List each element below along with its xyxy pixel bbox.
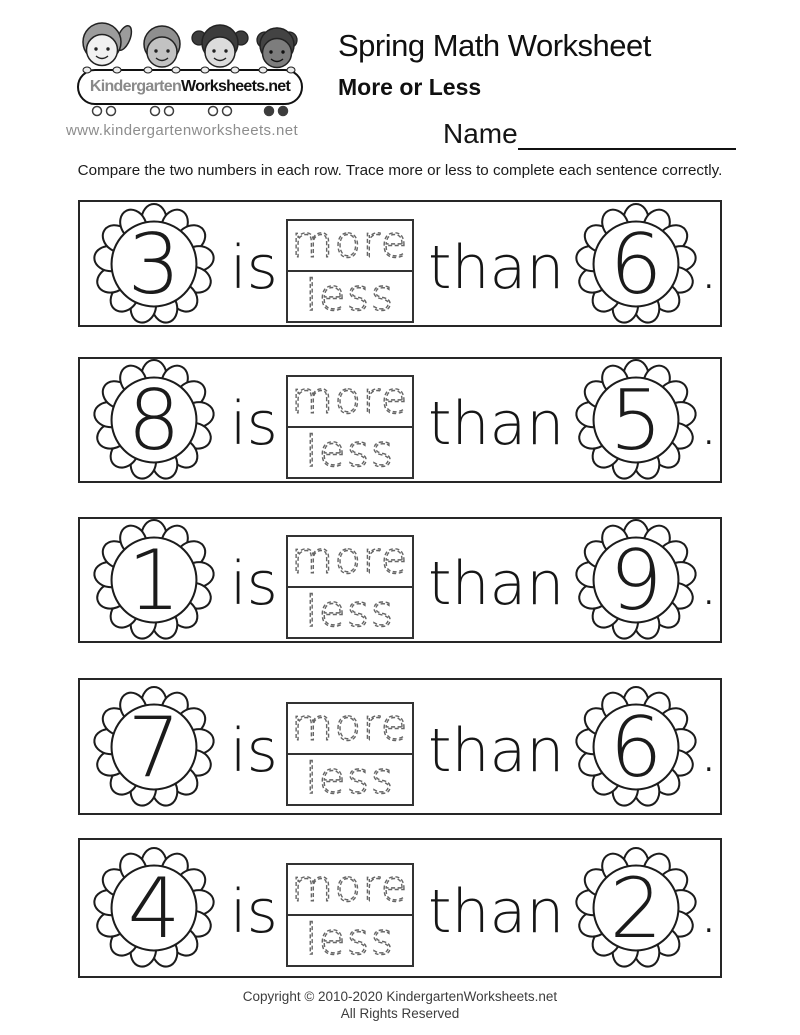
right-number: 9 — [609, 532, 663, 630]
worksheet-row — [78, 838, 722, 978]
word-is: is — [230, 877, 278, 947]
left-number: 4 — [127, 860, 181, 958]
left-number: 7 — [127, 698, 181, 796]
word-is: is — [230, 715, 278, 786]
left-number: 3 — [127, 215, 181, 313]
page-subtitle: More or Less — [338, 74, 482, 100]
sentence-period: . — [699, 715, 719, 786]
worksheet-row — [78, 357, 722, 483]
word-is: is — [230, 232, 278, 303]
trace-box — [286, 535, 414, 639]
trace-word-more: more — [291, 377, 409, 424]
logo-text-worksheets: Worksheets.net — [181, 78, 291, 95]
trace-word-less: less — [305, 754, 395, 804]
flower-right-icon — [576, 687, 696, 807]
site-url: www.kindergartenworksheets.net — [65, 122, 299, 139]
word-is: is — [230, 549, 278, 619]
trace-option-less[interactable] — [288, 586, 412, 637]
word-than: than — [427, 877, 565, 947]
sentence-period: . — [699, 549, 719, 619]
flower-right-icon — [576, 848, 696, 968]
flower-left-icon — [94, 360, 214, 480]
trace-box — [286, 219, 414, 323]
sentence-period: . — [699, 232, 719, 303]
right-number: 2 — [609, 860, 663, 958]
flower-left-icon — [94, 520, 214, 640]
trace-word-less: less — [305, 588, 395, 637]
left-number: 8 — [127, 372, 181, 470]
flower-right-icon — [576, 520, 696, 640]
kids-feet-icon — [77, 104, 303, 120]
name-row — [443, 118, 736, 150]
trace-option-more[interactable] — [288, 704, 412, 753]
page-title: Spring Math Worksheet — [338, 28, 651, 63]
logo-text-kindergarten: Kindergarten — [89, 78, 182, 95]
word-than: than — [427, 389, 565, 459]
flower-right-icon — [576, 360, 696, 480]
worksheet-row — [78, 517, 722, 643]
footer — [0, 988, 800, 1022]
site-logo — [57, 12, 307, 147]
worksheet-row — [78, 678, 722, 815]
trace-option-more[interactable] — [288, 221, 412, 270]
trace-word-less: less — [305, 916, 395, 965]
right-number: 6 — [609, 215, 663, 313]
sentence-period: . — [699, 389, 719, 459]
trace-option-less[interactable] — [288, 914, 412, 965]
flower-left-icon — [94, 848, 214, 968]
sentence-period: . — [699, 877, 719, 947]
trace-word-more: more — [291, 220, 409, 268]
flower-left-icon — [94, 687, 214, 807]
word-is: is — [230, 389, 278, 459]
trace-word-less: less — [305, 428, 395, 477]
trace-word-more: more — [291, 865, 409, 912]
name-input-line[interactable] — [518, 118, 736, 150]
left-number: 1 — [127, 532, 181, 630]
trace-box — [286, 702, 414, 806]
flower-right-icon — [576, 204, 696, 324]
flower-left-icon — [94, 204, 214, 324]
kids-illustration-icon — [57, 12, 307, 74]
word-than: than — [427, 549, 565, 619]
trace-word-more: more — [291, 537, 409, 584]
right-number: 5 — [609, 372, 663, 470]
worksheet-row — [78, 200, 722, 327]
footer-copyright: Copyright © 2010-2020 KindergartenWorksheets.net — [242, 989, 558, 1004]
footer-rights: All Rights Reserved — [340, 1006, 460, 1021]
trace-box — [286, 375, 414, 479]
trace-option-more[interactable] — [288, 377, 412, 426]
trace-option-more[interactable] — [288, 865, 412, 914]
trace-box — [286, 863, 414, 967]
name-label: Name — [443, 118, 518, 149]
word-than: than — [427, 715, 565, 786]
trace-word-less: less — [305, 271, 395, 321]
trace-option-less[interactable] — [288, 426, 412, 477]
word-than: than — [427, 232, 565, 303]
trace-word-more: more — [291, 703, 409, 751]
instructions-text: Compare the two numbers in each row. Trace more or less to complete each sentence correctly. — [77, 162, 723, 179]
trace-option-more[interactable] — [288, 537, 412, 586]
trace-option-less[interactable] — [288, 270, 412, 321]
trace-option-less[interactable] — [288, 753, 412, 804]
right-number: 6 — [609, 698, 663, 796]
logo-nameplate — [77, 69, 303, 105]
